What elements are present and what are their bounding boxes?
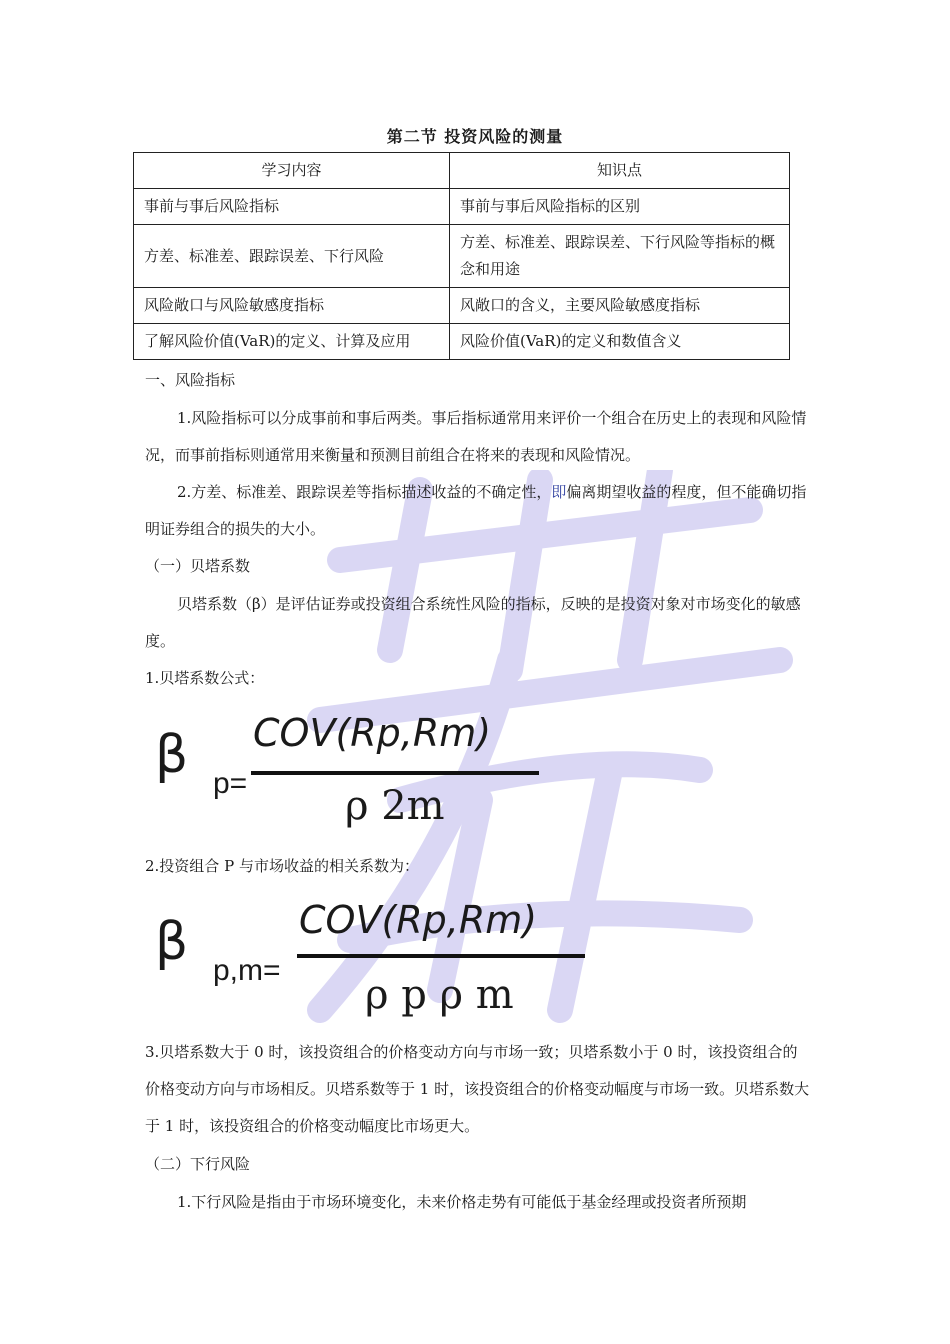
list-item-1: 1.贝塔系数公式：	[145, 669, 265, 687]
formula-correlation-fraction-bar	[297, 954, 585, 958]
formula-correlation-denominator: ρ p ρ m	[365, 972, 514, 1018]
formula-beta-subscript: p=	[213, 767, 248, 800]
table-cell: 方差、标准差、跟踪误差、下行风险等指标的概念和用途	[450, 225, 790, 288]
paragraph-4: 3.贝塔系数大于 0 时，该投资组合的价格变动方向与市场一致；贝塔系数小于 0 时，该投资组合的价格变动方向与市场相反。贝塔系数等于 1 时，该投资组合的价格变动幅度与市场一致。贝塔系数大于 1 时，该投资组合的价格变动幅度比市场更大。	[145, 1043, 810, 1135]
formula-correlation-numerator: COV(Rp,Rm)	[299, 898, 538, 942]
table-row	[134, 324, 790, 360]
table-cell: 事前与事后风险指标的区别	[450, 189, 790, 225]
table-header-row	[134, 153, 790, 189]
table-header-cell: 知识点	[450, 153, 790, 189]
formula-beta-symbol: β	[155, 725, 189, 785]
paragraph-2-part-b: 即	[551, 483, 567, 501]
formula-beta-fraction-bar	[251, 771, 539, 775]
table-row	[134, 225, 790, 288]
table-cell: 风险价值(VaR)的定义和数值含义	[450, 324, 790, 360]
heading-risk-indicators: 一、风险指标	[145, 371, 236, 389]
table-cell: 方差、标准差、跟踪误差、下行风险	[134, 225, 450, 288]
formula-correlation	[155, 892, 595, 1032]
study-content-table	[133, 152, 790, 360]
formula-beta-numerator: COV(Rp,Rm)	[253, 711, 492, 755]
paragraph-3: 贝塔系数（β）是评估证券或投资组合系统性风险的指标，反映的是投资对象对市场变化的敏感度。	[145, 595, 801, 650]
table-cell: 了解风险价值(VaR)的定义、计算及应用	[134, 324, 450, 360]
formula-beta-denominator: ρ 2m	[345, 783, 445, 829]
heading-beta: （一）贝塔系数	[145, 557, 251, 575]
paragraph-2	[145, 474, 811, 548]
table-header-cell: 学习内容	[134, 153, 450, 189]
paragraph-2-part-c: 偏离期望收益的程度，但不能确切指明证券组合的损失的大小。	[145, 483, 807, 538]
paragraph-5: 1.下行风险是指由于市场环境变化，未来价格走势有可能低于基金经理或投资者所预期	[177, 1193, 747, 1211]
table-cell: 风敞口的含义，主要风险敏感度指标	[450, 288, 790, 324]
paragraph-1: 1.风险指标可以分成事前和事后两类。事后指标通常用来评价一个组合在历史上的表现和风险情况，而事前指标则通常用来衡量和预测目前组合在将来的表现和风险情况。	[145, 409, 807, 464]
formula-correlation-symbol: β	[155, 912, 189, 972]
paragraph-2-part-a: 2.方差、标准差、跟踪误差等指标描述收益的不确定性，	[177, 483, 552, 501]
table-row	[134, 189, 790, 225]
table-row	[134, 288, 790, 324]
table-cell: 风险敞口与风险敏感度指标	[134, 288, 450, 324]
formula-beta	[155, 705, 575, 845]
section-title: 第二节 投资风险的测量	[386, 127, 564, 146]
list-item-2: 2.投资组合 P 与市场收益的相关系数为：	[145, 857, 419, 875]
heading-downside-risk: （二）下行风险	[145, 1155, 251, 1173]
table-cell: 事前与事后风险指标	[134, 189, 450, 225]
formula-correlation-subscript: p,m=	[213, 954, 281, 987]
